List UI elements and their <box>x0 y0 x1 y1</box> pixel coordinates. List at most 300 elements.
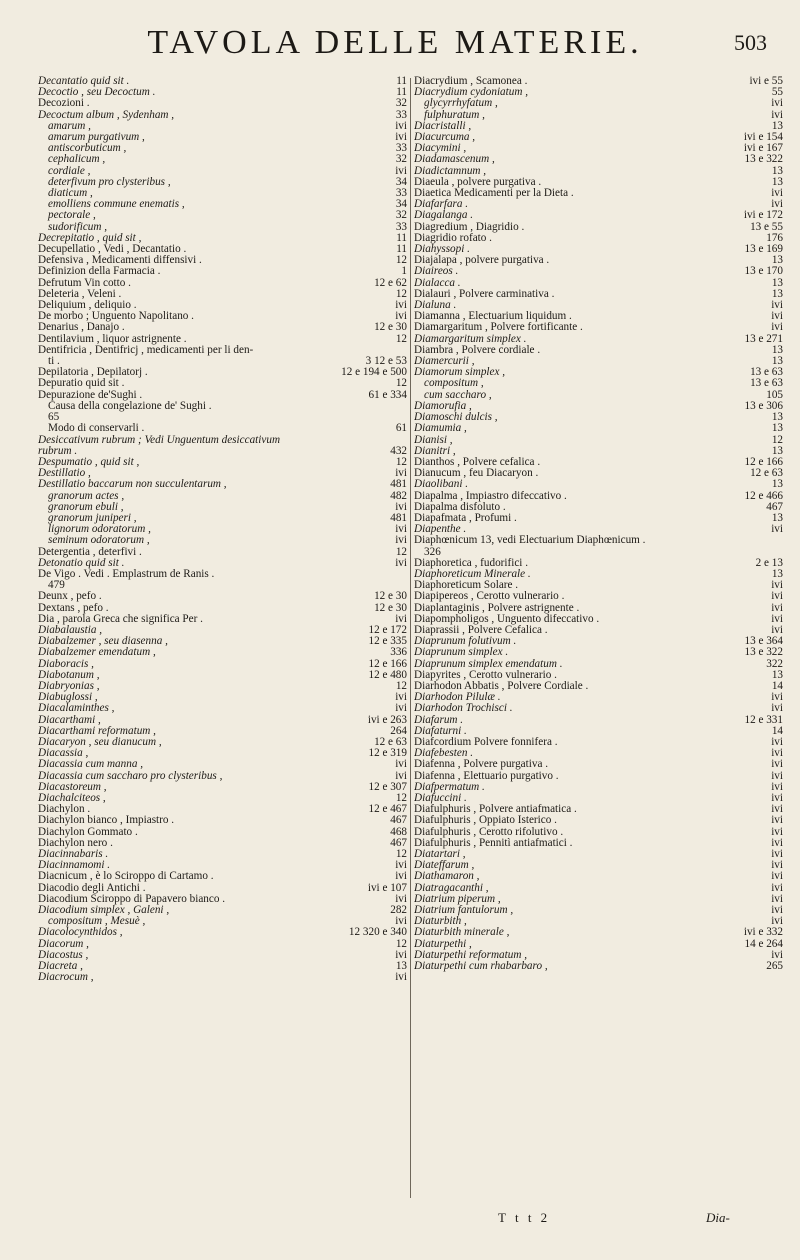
entry-text: Dia , parola Greca che significa Per . <box>38 613 203 625</box>
index-entry <box>38 367 413 378</box>
index-entry <box>38 547 413 558</box>
index-entry <box>414 154 789 165</box>
entry-page-ref: 11 <box>396 232 407 244</box>
entry-page-ref: 12 e 480 <box>368 669 407 681</box>
entry-text: Diaturpethi cum rhabarbaro , <box>414 961 548 973</box>
entry-page-ref: ivi <box>771 860 783 872</box>
index-entry <box>38 603 413 614</box>
entry-text: Diabuglossi , <box>38 692 98 704</box>
entry-text: Diabalzemer emendatum , <box>38 647 156 659</box>
index-entry <box>38 334 413 345</box>
entry-text: Diaphoreticum Minerale . <box>414 568 531 580</box>
entry-page-ref: 13 <box>771 479 783 491</box>
entry-text: Diamargaritum simplex . <box>414 333 527 345</box>
index-entry <box>38 76 413 87</box>
index-entry <box>38 759 413 770</box>
entry-page-ref: 12 e 62 <box>374 277 407 289</box>
entry-page-ref: 12 e 335 <box>368 636 407 648</box>
entry-text: Dentifricia , Dentifricj , medicamenti per li den- <box>38 344 254 356</box>
index-entry <box>38 188 413 199</box>
entry-page-ref: ivi e 167 <box>743 143 783 155</box>
entry-text: Diabotanum , <box>38 669 100 681</box>
entry-text: Deliquium , deliquio . <box>38 300 137 312</box>
entry-text: Diachylon nero . <box>38 837 113 849</box>
entry-page-ref: ivi <box>395 916 407 928</box>
index-entry <box>38 580 413 591</box>
entry-page-ref: 264 <box>390 725 407 737</box>
entry-page-ref: ivi <box>771 322 783 334</box>
index-entry <box>414 916 789 927</box>
index-entry <box>38 110 413 121</box>
entry-page-ref: ivi <box>771 311 783 323</box>
entry-text: Diaprassii , Polvere Cefalica . <box>414 624 548 636</box>
index-entry <box>414 378 789 389</box>
index-entry <box>414 737 789 748</box>
index-entry <box>414 322 789 333</box>
entry-text: Diafebesten . <box>414 748 474 760</box>
entry-page-ref: 33 <box>395 143 407 155</box>
entry-page-ref: 14 e 264 <box>744 938 783 950</box>
entry-page-ref: ivi <box>395 972 407 984</box>
index-entry <box>414 446 789 457</box>
entry-page-ref: 467 <box>390 815 407 827</box>
entry-text: Diamercurii , <box>414 356 475 368</box>
entry-text: Destillatio baccarum non succulentarum , <box>38 479 227 491</box>
entry-text: antiscorbuticum , <box>48 143 127 155</box>
index-entry <box>38 793 413 804</box>
entry-page-ref: 12 <box>395 938 407 950</box>
entry-page-ref: ivi <box>395 613 407 625</box>
index-entry <box>414 98 789 109</box>
index-entry <box>414 681 789 692</box>
index-entry <box>38 972 413 983</box>
index-entry <box>414 804 789 815</box>
entry-page-ref: 33 <box>395 188 407 200</box>
entry-page-ref: ivi <box>395 165 407 177</box>
index-entry <box>414 524 789 535</box>
entry-text: Despumatio , quid sit , <box>38 456 140 468</box>
entry-page-ref: ivi <box>771 905 783 917</box>
entry-page-ref: ivi <box>395 893 407 905</box>
entry-text: De Vigo . Vedi . Emplastrum de Ranis . <box>38 568 215 580</box>
entry-text: Defensiva , Medicamenti diffensivi . <box>38 255 202 267</box>
entry-page-ref: ivi <box>771 793 783 804</box>
entry-text: amarum purgativum , <box>48 132 145 144</box>
index-entry <box>414 412 789 423</box>
index-entry <box>38 804 413 815</box>
entry-page-ref: 13 <box>771 669 783 681</box>
index-entry <box>414 166 789 177</box>
entry-text: glycyrrhyfatum , <box>424 98 498 110</box>
entry-text: Diacrocum , <box>38 972 94 984</box>
index-entry <box>38 659 413 670</box>
entry-page-ref: 12 <box>771 434 783 446</box>
entry-text: Desiccativum rubrum ; Vedi Unguentum desiccativum <box>38 434 281 446</box>
index-entry <box>414 950 789 961</box>
index-entry <box>414 390 789 401</box>
index-entry <box>414 132 789 143</box>
index-entry <box>414 345 789 356</box>
entry-page-ref: 12 <box>395 849 407 861</box>
index-column-left <box>38 76 413 983</box>
entry-page-ref: 61 <box>395 423 407 435</box>
index-entry <box>414 905 789 916</box>
index-entry <box>38 446 413 457</box>
entry-page-ref: ivi e 172 <box>743 210 783 222</box>
entry-text: Diabalzemer , seu diasenna , <box>38 636 168 648</box>
entry-page-ref: 13 <box>771 288 783 300</box>
entry-text: Diacnicum , è lo Sciroppo di Cartamo . <box>38 871 214 883</box>
entry-text: cordiale , <box>48 165 91 177</box>
entry-text: Diagalanga . <box>414 210 474 222</box>
index-entry <box>414 894 789 905</box>
entry-page-ref: ivi e 154 <box>743 132 783 144</box>
entry-page-ref: 13 e 306 <box>744 400 783 412</box>
entry-text: Diaturpethi reformatum , <box>414 949 528 961</box>
entry-page-ref: 12 e 30 <box>374 322 407 334</box>
entry-text: Diacymini , <box>414 143 467 155</box>
entry-text: Decantatio quid sit . <box>38 76 130 87</box>
index-entry <box>414 860 789 871</box>
entry-page-ref: 322 <box>766 658 783 670</box>
entry-page-ref: 13 e 271 <box>744 333 783 345</box>
index-entry <box>38 278 413 289</box>
entry-page-ref: 482 <box>390 490 407 502</box>
entry-text: Diachylon bianco , Impiastro . <box>38 815 175 827</box>
entry-page-ref: 13 <box>771 344 783 356</box>
entry-text: Diamorum simplex , <box>414 367 506 379</box>
index-entry <box>414 491 789 502</box>
entry-text: Diafaturni . <box>414 725 467 737</box>
index-entry <box>414 793 789 804</box>
index-entry <box>38 356 413 367</box>
entry-text: Causa della congelazione de' Sughi . <box>48 400 212 412</box>
index-entry <box>38 614 413 625</box>
entry-page-ref: ivi <box>395 468 407 480</box>
entry-page-ref: 13 <box>771 277 783 289</box>
entry-text: Diachylon . <box>38 804 91 816</box>
entry-page-ref: ivi <box>771 591 783 603</box>
entry-page-ref: 13 <box>771 356 783 368</box>
page-header <box>0 24 800 70</box>
index-entry <box>414 468 789 479</box>
entry-page-ref: 3 12 e 53 <box>365 356 407 368</box>
index-entry <box>38 98 413 109</box>
index-entry <box>38 591 413 602</box>
index-entry <box>38 266 413 277</box>
entry-page-ref: ivi <box>771 524 783 536</box>
entry-text: Diapipereos , Cerotto vulnerario . <box>414 591 565 603</box>
index-entry <box>38 244 413 255</box>
index-entry <box>38 625 413 636</box>
index-entry <box>414 233 789 244</box>
entry-page-ref: 12 e 172 <box>368 624 407 636</box>
index-entry <box>38 883 413 894</box>
index-entry <box>414 726 789 737</box>
entry-text: Decrepitatio , quid sit , <box>38 232 142 244</box>
index-entry <box>38 905 413 916</box>
entry-text: Diacodium Sciroppo di Papavero bianco . <box>38 893 226 905</box>
entry-text: Diafarfara . <box>414 199 469 211</box>
entry-text: Diahyssopi . <box>414 244 470 256</box>
entry-page-ref: 11 <box>396 76 407 87</box>
index-entry <box>414 76 789 87</box>
signature-mark: T t t 2 <box>498 1210 551 1225</box>
entry-text: Diacurcuma , <box>414 132 476 144</box>
index-entry <box>414 188 789 199</box>
entry-page-ref: 2 e 13 <box>755 557 783 569</box>
entry-page-ref: 12 <box>395 333 407 345</box>
entry-text: compositum , Mesuè , <box>48 916 146 928</box>
entry-page-ref: 12 e 319 <box>368 748 407 760</box>
entry-text: Diabryonias , <box>38 680 100 692</box>
entry-text: Diacostus , <box>38 949 89 961</box>
index-entry <box>38 491 413 502</box>
entry-page-ref: 13 e 63 <box>750 367 783 379</box>
index-entry <box>414 244 789 255</box>
entry-text: Diafulphuris , Oppiato Isterico . <box>414 815 557 827</box>
index-entry <box>38 177 413 188</box>
index-entry <box>414 591 789 602</box>
index-entry <box>414 961 789 972</box>
entry-text: Diacrydium cydoniatum , <box>414 87 529 99</box>
entry-page-ref: ivi <box>771 804 783 816</box>
index-entry <box>38 748 413 759</box>
entry-page-ref: ivi <box>771 602 783 614</box>
index-entry <box>38 233 413 244</box>
entry-text: Diachalciteos , <box>38 793 106 804</box>
entry-text: Diaturpethi , <box>414 938 472 950</box>
index-entry <box>414 367 789 378</box>
index-entry <box>414 110 789 121</box>
index-entry <box>38 479 413 490</box>
index-entry <box>38 401 413 412</box>
entry-text: Modo di conservarli . <box>48 423 145 435</box>
index-entry <box>38 121 413 132</box>
index-entry <box>414 782 789 793</box>
entry-text: ti . <box>48 356 60 368</box>
entry-page-ref: ivi <box>771 300 783 312</box>
index-entry <box>414 502 789 513</box>
index-entry <box>38 927 413 938</box>
index-entry <box>414 580 789 591</box>
entry-page-ref: 13 <box>771 568 783 580</box>
entry-text: Diafenna , Polvere purgativa . <box>414 759 548 771</box>
index-entry <box>38 535 413 546</box>
entry-text: Diamargaritum , Polvere fortificante . <box>414 322 583 334</box>
entry-text: De morbo ; Unguento Napolitano . <box>38 311 194 323</box>
entry-text: Diaprunum folutivum . <box>414 636 517 648</box>
entry-text: Diacarthami , <box>38 714 101 726</box>
page-title: TAVOLA DELLE MATERIE. <box>147 24 643 61</box>
index-entry <box>414 222 789 233</box>
entry-page-ref: 12 e 331 <box>744 714 783 726</box>
entry-text: Depurazione de'Sughi . <box>38 389 143 401</box>
index-entry <box>414 177 789 188</box>
index-entry <box>414 300 789 311</box>
index-entry <box>38 961 413 972</box>
entry-page-ref: 12 e 63 <box>374 736 407 748</box>
index-entry <box>414 927 789 938</box>
entry-text: Dialuna . <box>414 300 457 312</box>
entry-text: Decupellatio , Vedi , Decantatio . <box>38 244 187 256</box>
index-entry <box>38 412 413 423</box>
index-entry <box>38 782 413 793</box>
entry-page-ref: 32 <box>395 98 407 110</box>
index-entry <box>38 871 413 882</box>
entry-text: Diacastoreum , <box>38 781 107 793</box>
entry-text: granorum juniperi , <box>48 512 137 524</box>
index-entry <box>38 670 413 681</box>
entry-page-ref: ivi <box>395 535 407 547</box>
entry-text: lignorum odoratorum , <box>48 524 151 536</box>
index-entry <box>414 356 789 367</box>
index-entry <box>38 703 413 714</box>
entry-page-ref: 13 e 364 <box>744 636 783 648</box>
entry-text: Diacassia cum saccharo pro clysteribus , <box>38 770 223 782</box>
entry-page-ref: 13 <box>771 512 783 524</box>
entry-text: Detonatio quid sit . <box>38 557 125 569</box>
index-entry <box>414 883 789 894</box>
entry-page-ref: 13 e 170 <box>744 266 783 278</box>
entry-text: Diaturbith , <box>414 916 467 928</box>
entry-page-ref: ivi e 263 <box>367 714 407 726</box>
index-entry <box>38 457 413 468</box>
entry-page-ref: 13 <box>771 120 783 132</box>
entry-text: Diaphoreticum Solare . <box>414 580 519 592</box>
entry-page-ref: 13 <box>771 165 783 177</box>
entry-page-ref: ivi <box>771 837 783 849</box>
entry-page-ref: 12 <box>395 793 407 804</box>
entry-page-ref: ivi <box>771 826 783 838</box>
entry-page-ref: 13 <box>771 423 783 435</box>
entry-text: Diaprunum simplex emendatum . <box>414 658 563 670</box>
entry-page-ref: 12 e 63 <box>750 468 783 480</box>
entry-text: Diacarthami reformatum , <box>38 725 156 737</box>
entry-text: Diafpermatum . <box>414 781 485 793</box>
index-entry <box>414 715 789 726</box>
entry-page-ref: 12 <box>395 456 407 468</box>
index-entry <box>38 423 413 434</box>
index-entry <box>38 300 413 311</box>
entry-page-ref: 13 <box>395 961 407 973</box>
index-entry <box>38 435 413 446</box>
entry-text: seminum odoratorum , <box>48 535 150 547</box>
entry-text: Decozioni . <box>38 98 90 110</box>
entry-text: compositum , <box>424 378 484 390</box>
entry-page-ref: ivi <box>771 703 783 715</box>
entry-text: Diacristalli , <box>414 120 472 132</box>
index-entry <box>38 950 413 961</box>
entry-text: Dentilavium , liquor astrignente . <box>38 333 187 345</box>
entry-page-ref: ivi <box>771 871 783 883</box>
index-entry <box>38 87 413 98</box>
entry-page-ref: ivi <box>771 916 783 928</box>
entry-page-ref: 176 <box>766 232 783 244</box>
entry-page-ref: 55 <box>771 87 783 99</box>
entry-text: Definizion della Farmacia . <box>38 266 161 278</box>
entry-text: Diaboracis , <box>38 658 94 670</box>
entry-text: Diamorufia , <box>414 400 472 412</box>
entry-page-ref: ivi <box>395 703 407 715</box>
entry-text: Diadamascenum , <box>414 154 495 166</box>
index-entry <box>38 210 413 221</box>
entry-page-ref: ivi <box>395 501 407 513</box>
entry-page-ref: ivi <box>771 781 783 793</box>
entry-text: 65 <box>48 412 60 424</box>
entry-page-ref: 13 e 63 <box>750 378 783 390</box>
index-entry <box>38 513 413 524</box>
index-entry <box>38 681 413 692</box>
index-entry <box>38 468 413 479</box>
index-entry <box>38 569 413 580</box>
entry-text: Diathamaron , <box>414 871 480 883</box>
entry-text: Diacinnamomi . <box>38 860 111 872</box>
entry-text: Diapafmata , Profumi . <box>414 512 517 524</box>
index-entry <box>414 547 789 558</box>
entry-page-ref: ivi <box>771 849 783 861</box>
entry-page-ref: ivi <box>771 199 783 211</box>
index-entry <box>414 210 789 221</box>
entry-text: Detergentia , deterfivi . <box>38 546 142 558</box>
entry-page-ref: 13 <box>771 255 783 267</box>
entry-text: fulphuratum , <box>424 109 485 121</box>
entry-page-ref: 12 e 467 <box>368 804 407 816</box>
entry-text: Diaeula , polvere purgativa . <box>414 176 542 188</box>
index-entry <box>414 143 789 154</box>
index-entry <box>38 199 413 210</box>
entry-text: granorum ebuli , <box>48 501 124 513</box>
index-entry <box>414 535 789 546</box>
entry-page-ref: ivi <box>771 109 783 121</box>
entry-text: Diatrium piperum , <box>414 893 501 905</box>
entry-text: Diafuccini . <box>414 793 467 804</box>
entry-text: Diarhodon Trochisci . <box>414 703 513 715</box>
entry-page-ref: 481 <box>390 479 407 491</box>
entry-text: Diafarum . <box>414 714 464 726</box>
index-entry <box>38 255 413 266</box>
index-entry <box>414 636 789 647</box>
entry-page-ref: 12 e 30 <box>374 591 407 603</box>
index-entry <box>414 278 789 289</box>
entry-page-ref: ivi <box>771 98 783 110</box>
entry-page-ref: 336 <box>390 647 407 659</box>
index-entry <box>38 311 413 322</box>
entry-text: Diacassia , <box>38 748 89 760</box>
entry-page-ref: ivi e 107 <box>367 882 407 894</box>
entry-page-ref: ivi <box>771 613 783 625</box>
entry-page-ref: ivi <box>771 815 783 827</box>
entry-text: Diarhodon Abbatis , Polvere Cordiale . <box>414 680 589 692</box>
entry-page-ref: ivi <box>771 736 783 748</box>
index-entry <box>414 311 789 322</box>
index-entry <box>414 569 789 580</box>
index-entry <box>38 894 413 905</box>
entry-text: Diacinnabaris . <box>38 849 109 861</box>
entry-page-ref: ivi <box>395 120 407 132</box>
entry-text: amarum , <box>48 120 91 132</box>
entry-page-ref: 33 <box>395 221 407 233</box>
index-entry <box>38 647 413 658</box>
entry-text: Diamanna , Electuarium liquidum . <box>414 311 572 323</box>
entry-text: Decoctio , seu Decoctum . <box>38 87 156 99</box>
entry-page-ref: 14 <box>771 725 783 737</box>
entry-page-ref: 467 <box>390 837 407 849</box>
entry-page-ref: ivi <box>395 860 407 872</box>
index-entry <box>414 199 789 210</box>
entry-text: Dianthos , Polvere cefalica . <box>414 456 541 468</box>
index-entry <box>38 916 413 927</box>
